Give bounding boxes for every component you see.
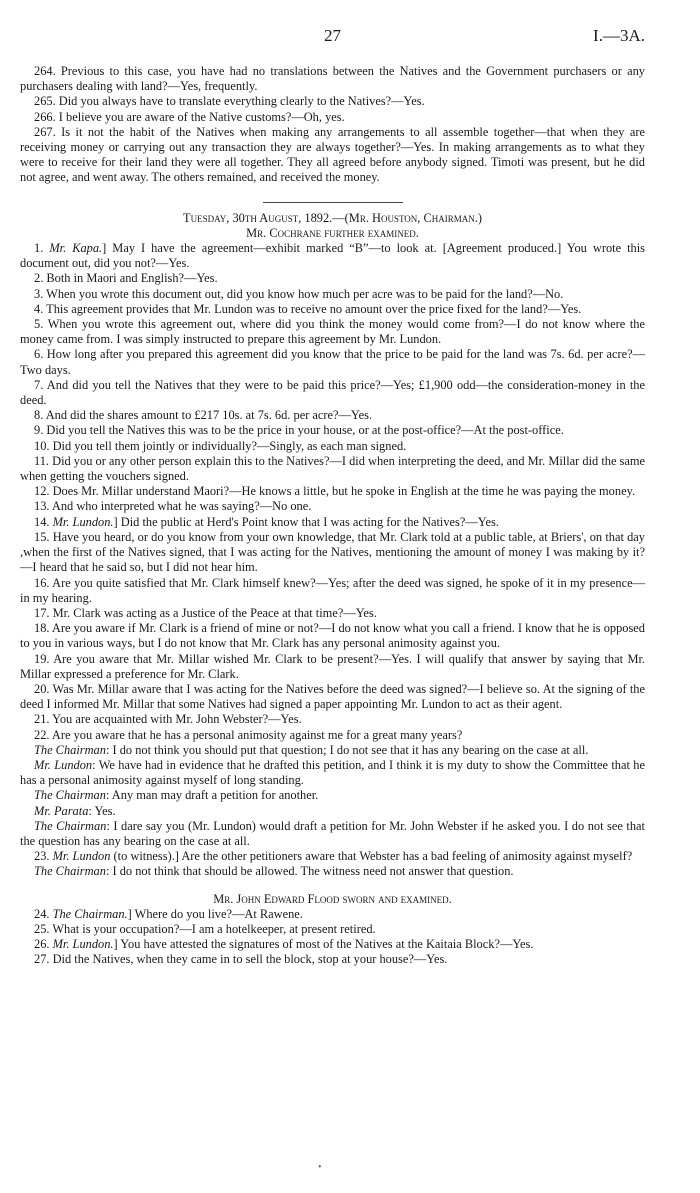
paragraph: 264. Previous to this case, you have had no translations between the Natives and the Government purchasers or any purchasers dealing with land?—Yes, frequently. [20,64,645,94]
paragraph: 11. Did you or any other person explain this to the Natives?—I did when interpreting the deed, and Mr. Millar did the same when getting the vouchers signed. [20,453,646,484]
paragraph: 4. This agreement provides that Mr. Lundon was to receive no amount over the price fixed for the land?—Yes. [34,301,582,316]
paragraph: 18. Are you aware if Mr. Clark is a friend of mine or not?—I do not know what you call a friend. I know that he is opposed to you in various ways, but I do not know that Mr. Clark has any personal animosity against you. [20,621,645,651]
paragraph: The Chairman: I do not think that should be allowed. The witness need not answer that question. [34,864,514,879]
page-number: 27 [324,26,341,45]
paragraph: The Chairman: Any man may draft a petition for another. [34,788,319,803]
paragraph: 17. Mr. Clark was acting as a Justice of the Peace at that time?—Yes. [34,605,377,620]
paragraph: 20. Was Mr. Millar aware that I was acting for the Natives before the deed was signed?—I believe so. At the signing of the deed I informed Mr. Millar that some Natives had signed a paper appointing Mr. Lundon to act as their agent. [20,681,645,712]
paragraph: 7. And did you tell the Natives that they were to be paid this price?—Yes; £1,900 odd—the consideration-money in the deed. [20,377,645,408]
paragraph: 19. Are you aware that Mr. Millar wished Mr. Clark to be present?—Yes. I will qualify that answer by saying that Mr. Millar expressed a preference for Mr. Clark. [20,651,645,681]
page-dot: • [318,1162,322,1173]
paragraph: 16. Are you quite satisfied that Mr. Clark himself knew?—Yes; after the deed was signed, he spoke of it in my presence—in my hearing. [20,575,645,605]
paragraph: Mr. Lundon: We have had in evidence that he drafted this petition, and I think it is my duty to show the Committee that he has a personal animosity against myself of long standing. [20,757,645,788]
page-header [20,26,645,52]
paragraph: 3. When you wrote this document out, did you know how much per acre was to be paid for the land?—No. [34,286,564,301]
paragraph: 9. Did you tell the Natives this was to be the price in your house, or at the post-office?—At the post-office. [34,423,564,438]
block2 [20,241,645,880]
document-code: I.—3A. [593,26,645,45]
witness-heading-2: Mr. John Edward Flood sworn and examined. [213,891,452,906]
witness-heading: Mr. Cochrane further examined. [246,225,419,240]
paragraph: 6. How long after you prepared this agreement did you know that the price to be paid for the land was 7s. 6d. per acre?—Two days. [20,347,645,377]
paragraph: 13. And who interpreted what he was saying?—No one. [34,499,312,514]
paragraph: 267. Is it not the habit of the Natives when making any arrangements to all assemble together—that when they are receiving money or carrying out any transaction they are always together?—Yes. In making arrangements as to what they were to receive for their land they were all together. They all agreed before anybody signed. Timoti was present, but he did not agree, and went away. The others remained, and received the money. [20,124,645,185]
paragraph: The Chairman: I dare say you (Mr. Lundon) would draft a petition for Mr. John Webster if he asked you. I do not see that the question has any bearing on the case at all. [20,818,645,848]
paragraph: 21. You are acquainted with Mr. John Webster?—Yes. [34,712,302,727]
paragraph: 2. Both in Maori and English?—Yes. [34,271,218,286]
paragraph: 26. Mr. Lundon.] You have attested the signatures of most of the Natives at the Kaitaia Block?—Yes. [34,937,534,952]
paragraph: 15. Have you heard, or do you know from your own knowledge, that Mr. Clark told at a public table, at Briers', on that day ,when the first of the Natives signed, that I was acting for the Natives, mentioning the amount of money I was making by it?—I heard that he said so, but I did not hear him. [20,529,645,575]
paragraph: 10. Did you tell them jointly or individually?—Singly, as each man signed. [34,438,407,453]
block3 [20,907,645,968]
paragraph: 24. The Chairman.] Where do you live?—At Rawene. [34,906,303,921]
paragraph: 1. Mr. Kapa.] May I have the agreement—exhibit marked “B”—to look at. [Agreement produced.] You wrote this document out, did you not?—Yes. [20,241,645,271]
paragraph: 5. When you wrote this agreement out, where did you think the money would come from?—I do not know where the money came from. I was simply instructed to prepare this agreement by Mr. Lundon. [20,317,645,347]
session-heading: Tuesday, 30th August, 1892.—(Mr. Houston, Chairman.) [183,210,482,225]
block1 [20,64,645,186]
document-page [20,26,645,968]
paragraph: 22. Are you aware that he has a personal animosity against me for a great many years? [34,727,463,742]
paragraph: 265. Did you always have to translate everything clearly to the Natives?—Yes. [34,94,425,109]
paragraph: 8. And did the shares amount to £217 10s. at 7s. 6d. per acre?—Yes. [34,408,373,423]
paragraph: Mr. Parata: Yes. [34,803,116,818]
paragraph: 27. Did the Natives, when they came in to sell the block, stop at your house?—Yes. [34,952,448,967]
section-divider [263,202,403,203]
paragraph: The Chairman: I do not think you should put that question; I do not see that it has any bearing on the case at all. [34,742,589,757]
paragraph: 14. Mr. Lundon.] Did the public at Herd's Point know that I was acting for the Natives?—Yes. [34,514,499,529]
paragraph: 266. I believe you are aware of the Native customs?—Oh, yes. [34,109,345,124]
paragraph: 25. What is your occupation?—I am a hotelkeeper, at present retired. [34,921,376,936]
paragraph: 12. Does Mr. Millar understand Maori?—He knows a little, but he spoke in English at the time he was paying the money. [34,484,636,499]
paragraph: 23. Mr. Lundon (to witness).] Are the other petitioners aware that Webster has a bad feeling of animosity against myself? [34,849,633,864]
